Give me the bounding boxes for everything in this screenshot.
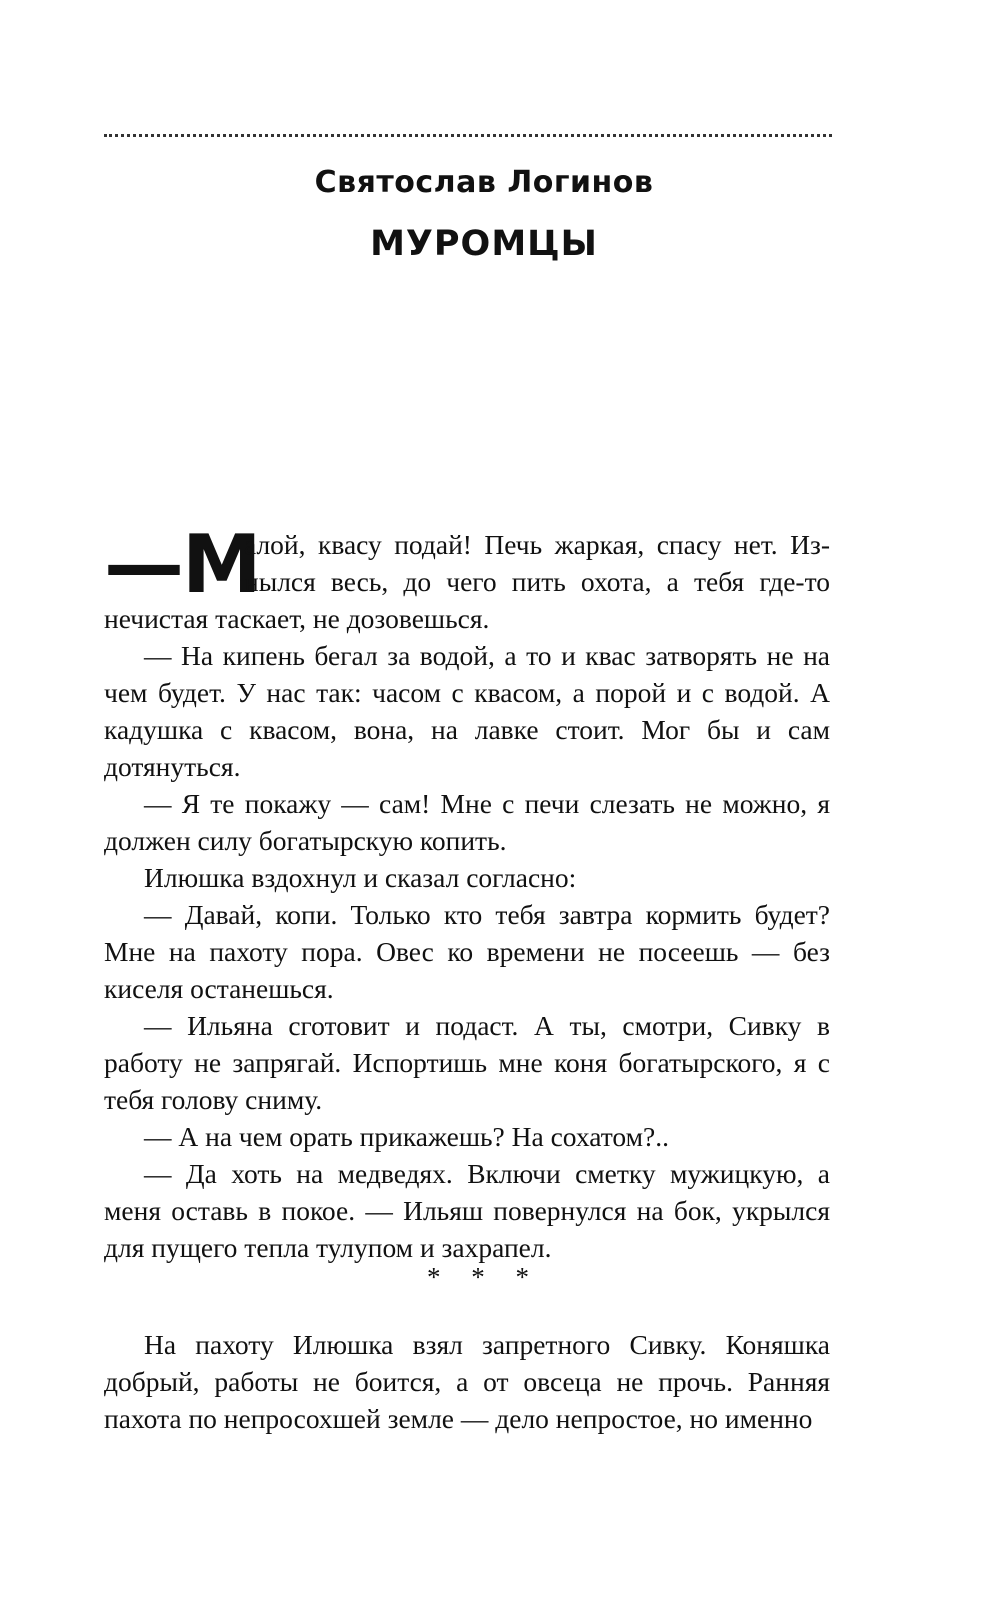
paragraph: — Я те покажу — сам! Мне с печи слезать не можно, я должен силу богатырскую копить. xyxy=(104,788,830,856)
drop-cap: —М xyxy=(104,518,260,611)
paragraph: На пахоту Илюшка взял запретного Сивку. Коняшка добрый, работы не боится, а от овсеца не прочь. Ранняя пахота по непросохшей земле — дело непростое, но именно xyxy=(104,1329,830,1434)
paragraph: — Да хоть на медведях. Включи сметку мужицкую, а меня оставь в покое. — Ильяш повернулся на бок, укрылся для пущего тепла тулупом и захрапел. xyxy=(104,1158,830,1263)
paragraph: Илюшка вздохнул и сказал согласно: xyxy=(144,862,577,893)
paragraph: — Ильяна сготовит и подаст. А ты, смотри, Сивку в работу не запрягай. Испортишь мне коня богатырского, я с тебя голову сниму. xyxy=(104,1010,830,1115)
paragraph: — Давай, копи. Только кто тебя завтра кормить будет? Мне на пахоту пора. Овес ко времени не посеешь — без киселя останешься. xyxy=(104,899,830,1004)
paragraph: — А на чем орать прикажешь? На сохатом?.. xyxy=(144,1121,669,1152)
paragraph: — На кипень бегал за водой, а то и квас затворять не на чем будет. У нас так: часом с квасом, а порой и с водой. А кадушка с квасом, вона, на лавке стоит. Мог бы и сам дотянуться. xyxy=(104,640,830,782)
section-2-text xyxy=(104,1326,830,1437)
paragraph: нечистая таскает, не дозовешься. xyxy=(104,603,490,634)
opening-line-2: нылся весь, до чего пить охота, а тебя где-то xyxy=(244,566,830,597)
story-text xyxy=(104,518,830,1266)
opening-lines xyxy=(104,518,830,611)
dotted-rule xyxy=(104,134,832,137)
story-title: МУРОМЦЫ xyxy=(370,224,598,264)
section-separator: * * * xyxy=(427,1262,541,1292)
author-name: Святослав Логинов xyxy=(314,165,654,200)
opening-line-1: алой, квасу подай! Печь жаркая, спасу нет. Из- xyxy=(244,529,830,560)
